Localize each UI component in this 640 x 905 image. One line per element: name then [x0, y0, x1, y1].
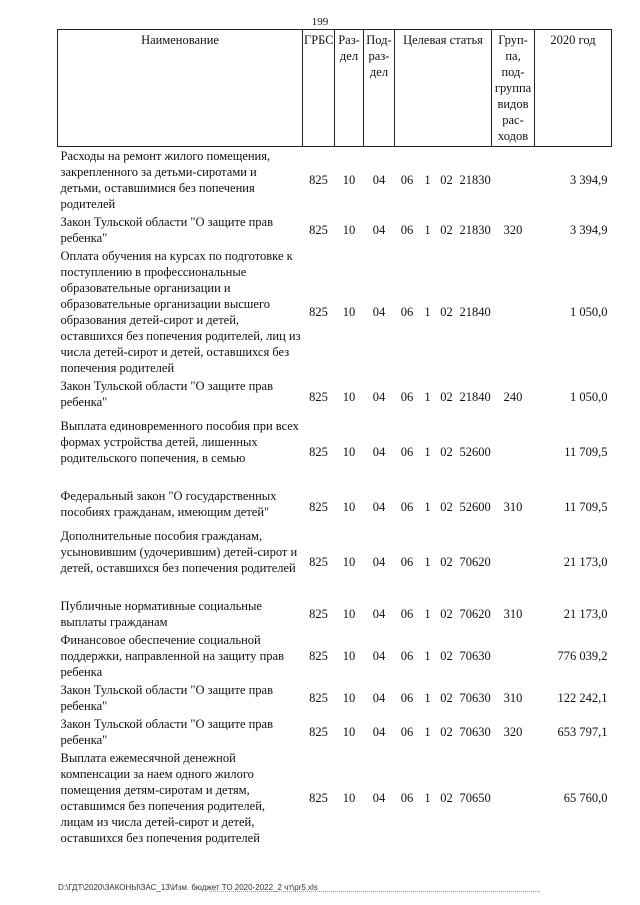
- cell-t2: 1: [424, 649, 431, 663]
- table-row: [58, 681, 612, 715]
- cell-t3: 02: [440, 691, 453, 705]
- cell-t2: 1: [424, 390, 431, 404]
- cell-sum: 11 709,5: [564, 500, 608, 514]
- cell-t2: 1: [424, 500, 431, 514]
- cell-pr: 04: [372, 691, 386, 705]
- cell-name: Дополнительные пособия гражданам, усыновившим (удочерившим) детей-сирот и детей, оставшихся без попечения родителей: [60, 529, 298, 575]
- cell-t1: 06: [400, 555, 414, 569]
- cell-sum: 3 394,9: [570, 223, 608, 237]
- cell-vr: 240: [503, 390, 523, 404]
- cell-t3: 02: [440, 173, 453, 187]
- cell-grbs: 825: [309, 725, 328, 739]
- cell-t4: 21830: [459, 223, 491, 237]
- cell-sum: 11 709,5: [564, 445, 608, 459]
- cell-sum: 122 242,1: [557, 691, 608, 705]
- cell-grbs: 825: [309, 791, 328, 805]
- cell-t3: 02: [440, 445, 453, 459]
- cell-t4: 21830: [459, 173, 491, 187]
- cell-t2: 1: [424, 691, 431, 705]
- cell-name: Закон Тульской области "О защите прав ребенка": [60, 683, 274, 713]
- cell-name: Расходы на ремонт жилого помещения, закрепленного за детьми-сиротами и детьми, оставшимися без попечения родителей: [60, 149, 271, 211]
- cell-sum: 1 050,0: [570, 305, 608, 319]
- header-target-article: Целевая статья: [395, 30, 492, 147]
- cell-name: Федеральный закон "О государственных пособиях гражданам, имеющим детей": [60, 489, 277, 519]
- cell-t3: 02: [440, 390, 453, 404]
- budget-table: [57, 29, 612, 847]
- cell-sum: 776 039,2: [557, 649, 608, 663]
- cell-sum: 3 394,9: [570, 173, 608, 187]
- cell-pr: 04: [372, 390, 386, 404]
- cell-t1: 06: [400, 445, 414, 459]
- cell-t4: 70630: [459, 649, 491, 663]
- cell-pr: 04: [372, 173, 386, 187]
- cell-vr: 310: [503, 500, 523, 514]
- cell-t1: 06: [400, 173, 414, 187]
- cell-t4: 52600: [459, 500, 491, 514]
- table-row: [58, 527, 612, 597]
- cell-t1: 06: [400, 649, 414, 663]
- header-expense-group: Груп- па, под- группа видов рас- ходов: [492, 30, 535, 147]
- cell-t4: 52600: [459, 445, 491, 459]
- cell-t4: 70620: [459, 607, 491, 621]
- cell-rz: 10: [342, 173, 356, 187]
- cell-t4: 70620: [459, 555, 491, 569]
- header-year: 2020 год: [535, 30, 612, 147]
- cell-rz: 10: [342, 390, 356, 404]
- cell-t4: 70630: [459, 725, 491, 739]
- cell-rz: 10: [342, 691, 356, 705]
- table-row: [58, 487, 612, 527]
- cell-t2: 1: [424, 173, 431, 187]
- cell-t3: 02: [440, 649, 453, 663]
- table-row: [58, 377, 612, 417]
- cell-t1: 06: [400, 607, 414, 621]
- cell-sum: 21 173,0: [563, 607, 608, 621]
- cell-t2: 1: [424, 305, 431, 319]
- cell-name: Оплата обучения на курсах по подготовке к поступлению в профессиональные образовательные организации и образовательные организации высшего образования детей-сирот и детей, оставшихся без попечения родителей, лиц из числа детей-сирот и детей, оставшихся без попечения родителей: [60, 249, 301, 375]
- cell-vr: [492, 247, 535, 377]
- cell-rz: 10: [342, 555, 356, 569]
- cell-t4: 70650: [459, 791, 491, 805]
- cell-t2: 1: [424, 223, 431, 237]
- cell-rz: 10: [342, 725, 356, 739]
- cell-rz: 10: [342, 791, 356, 805]
- header-podrazdel: Под- раз- дел: [364, 30, 395, 147]
- cell-vr: 310: [503, 607, 523, 621]
- cell-name: Выплата ежемесячной денежной компенсации за наем одного жилого помещения детям-сиротам и детям, оставшимся без попечения родителей, лицам из числа детей-сирот и детей, оставшихся без попечения родителей: [60, 751, 266, 845]
- cell-t1: 06: [400, 223, 414, 237]
- header-row: [58, 30, 612, 147]
- cell-t3: 02: [440, 607, 453, 621]
- cell-rz: 10: [342, 445, 356, 459]
- cell-t1: 06: [400, 725, 414, 739]
- cell-pr: 04: [372, 607, 386, 621]
- cell-t3: 02: [440, 223, 453, 237]
- table-row: [58, 147, 612, 214]
- cell-name: Выплата единовременного пособия при всех формах устройства детей, лишенных родительского попечения, в семью: [60, 419, 299, 465]
- cell-name: Закон Тульской области "О защите прав ребенка": [60, 717, 274, 747]
- cell-rz: 10: [342, 649, 356, 663]
- cell-vr: 320: [503, 223, 523, 237]
- cell-sum: 653 797,1: [557, 725, 608, 739]
- table-body: [58, 147, 612, 848]
- cell-name: Финансовое обеспечение социальной поддержки, направленной на защиту прав ребенка: [60, 633, 284, 679]
- cell-grbs: 825: [309, 555, 328, 569]
- cell-pr: 04: [372, 305, 386, 319]
- cell-t2: 1: [424, 725, 431, 739]
- cell-rz: 10: [342, 500, 356, 514]
- cell-t1: 06: [400, 791, 414, 805]
- cell-t3: 02: [440, 791, 453, 805]
- cell-name: Закон Тульской области "О защите прав ребенка": [60, 215, 274, 245]
- cell-grbs: 825: [309, 649, 328, 663]
- cell-sum: 65 760,0: [563, 791, 608, 805]
- file-path-footer: D:\ГДТ\2020\ЗАКОНЫ\ЗАС_13\Изм. бюджет ТО 2020-2022_2 чт\pr5.xls: [58, 883, 318, 892]
- table-row: [58, 715, 612, 749]
- table-row: [58, 417, 612, 487]
- header-razdel: Раз- дел: [335, 30, 364, 147]
- table-row: [58, 247, 612, 377]
- cell-grbs: 825: [309, 691, 328, 705]
- cell-t3: 02: [440, 555, 453, 569]
- cell-rz: 10: [342, 607, 356, 621]
- cell-t4: 21840: [459, 390, 491, 404]
- cell-t1: 06: [400, 390, 414, 404]
- cell-grbs: 825: [309, 173, 328, 187]
- footer-dotted-line: [210, 891, 540, 892]
- header-name: Наименование: [58, 30, 303, 147]
- cell-grbs: 825: [309, 390, 328, 404]
- cell-grbs: 825: [309, 223, 328, 237]
- cell-t3: 02: [440, 305, 453, 319]
- cell-t4: 21840: [459, 305, 491, 319]
- cell-name: Публичные нормативные социальные выплаты гражданам: [60, 599, 262, 629]
- cell-grbs: 825: [309, 500, 328, 514]
- cell-name: Закон Тульской области "О защите прав ребенка": [60, 379, 274, 409]
- cell-grbs: 825: [309, 445, 328, 459]
- cell-t1: 06: [400, 500, 414, 514]
- table-row: [58, 631, 612, 681]
- cell-t2: 1: [424, 555, 431, 569]
- cell-pr: 04: [372, 649, 386, 663]
- cell-vr: [492, 417, 535, 487]
- cell-vr: [492, 631, 535, 681]
- cell-vr: [492, 527, 535, 597]
- cell-t3: 02: [440, 500, 453, 514]
- cell-vr: [492, 147, 535, 214]
- cell-t2: 1: [424, 607, 431, 621]
- cell-grbs: 825: [309, 305, 328, 319]
- cell-t1: 06: [400, 305, 414, 319]
- cell-pr: 04: [372, 500, 386, 514]
- table-row: [58, 597, 612, 631]
- cell-pr: 04: [372, 791, 386, 805]
- cell-sum: 21 173,0: [563, 555, 608, 569]
- cell-rz: 10: [342, 305, 356, 319]
- cell-grbs: 825: [309, 607, 328, 621]
- cell-vr: 310: [503, 691, 523, 705]
- header-grbs: ГРБС: [303, 30, 335, 147]
- cell-pr: 04: [372, 555, 386, 569]
- cell-t4: 70630: [459, 691, 491, 705]
- cell-sum: 1 050,0: [570, 390, 608, 404]
- cell-pr: 04: [372, 725, 386, 739]
- cell-pr: 04: [372, 223, 386, 237]
- table-row: [58, 749, 612, 847]
- cell-t2: 1: [424, 791, 431, 805]
- table-row: [58, 213, 612, 247]
- cell-t1: 06: [400, 691, 414, 705]
- cell-vr: [492, 749, 535, 847]
- cell-rz: 10: [342, 223, 356, 237]
- cell-t3: 02: [440, 725, 453, 739]
- cell-t2: 1: [424, 445, 431, 459]
- page-number: 199: [311, 16, 329, 28]
- cell-vr: 320: [503, 725, 523, 739]
- cell-pr: 04: [372, 445, 386, 459]
